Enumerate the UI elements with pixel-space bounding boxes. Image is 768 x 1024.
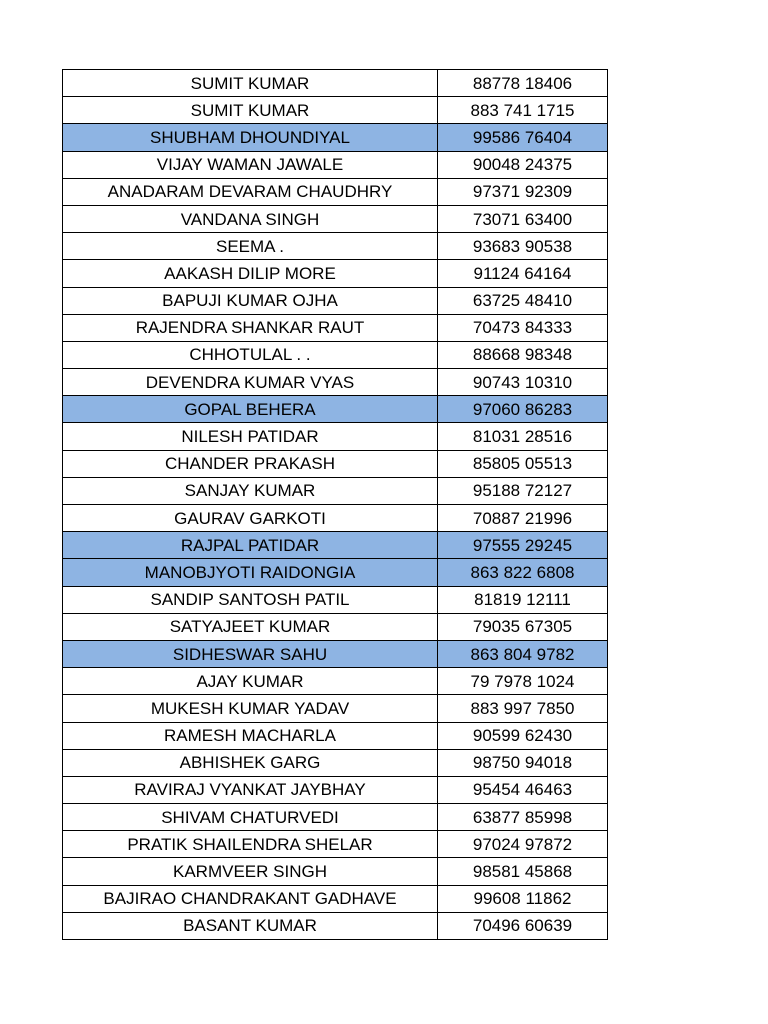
name-cell: MANOBJYOTI RAIDONGIA xyxy=(63,559,438,586)
phone-cell: 90599 62430 xyxy=(438,722,608,749)
phone-cell: 79 7978 1024 xyxy=(438,668,608,695)
table-row xyxy=(63,369,608,396)
name-cell: RAJPAL PATIDAR xyxy=(63,532,438,559)
phone-cell: 90048 24375 xyxy=(438,151,608,178)
table-row xyxy=(63,668,608,695)
phone-cell: 97555 29245 xyxy=(438,532,608,559)
name-cell: GAURAV GARKOTI xyxy=(63,505,438,532)
phone-cell: 863 804 9782 xyxy=(438,640,608,667)
table-row xyxy=(63,722,608,749)
name-cell: ANADARAM DEVARAM CHAUDHRY xyxy=(63,178,438,205)
name-cell: BASANT KUMAR xyxy=(63,912,438,939)
table-row xyxy=(63,205,608,232)
name-cell: RAMESH MACHARLA xyxy=(63,722,438,749)
table-row xyxy=(63,776,608,803)
table-row xyxy=(63,97,608,124)
phone-cell: 63725 48410 xyxy=(438,287,608,314)
phone-cell: 88778 18406 xyxy=(438,70,608,97)
name-cell: DEVENDRA KUMAR VYAS xyxy=(63,369,438,396)
phone-cell: 70473 84333 xyxy=(438,314,608,341)
table-row xyxy=(63,70,608,97)
name-cell: AJAY KUMAR xyxy=(63,668,438,695)
phone-cell: 70496 60639 xyxy=(438,912,608,939)
name-cell: CHANDER PRAKASH xyxy=(63,450,438,477)
table-row xyxy=(63,233,608,260)
phone-cell: 93683 90538 xyxy=(438,233,608,260)
phone-cell: 98750 94018 xyxy=(438,749,608,776)
table-row xyxy=(63,151,608,178)
table-row xyxy=(63,314,608,341)
phone-cell: 63877 85998 xyxy=(438,804,608,831)
table-row xyxy=(63,858,608,885)
name-cell: SHUBHAM DHOUNDIYAL xyxy=(63,124,438,151)
name-cell: SANDIP SANTOSH PATIL xyxy=(63,586,438,613)
phone-cell: 97371 92309 xyxy=(438,178,608,205)
name-cell: SEEMA . xyxy=(63,233,438,260)
table-row xyxy=(63,260,608,287)
table-row xyxy=(63,695,608,722)
name-cell: VANDANA SINGH xyxy=(63,205,438,232)
name-cell: KARMVEER SINGH xyxy=(63,858,438,885)
table-row xyxy=(63,613,608,640)
phone-cell: 99586 76404 xyxy=(438,124,608,151)
name-cell: NILESH PATIDAR xyxy=(63,423,438,450)
table-row xyxy=(63,912,608,939)
phone-cell: 883 741 1715 xyxy=(438,97,608,124)
phone-cell: 95188 72127 xyxy=(438,477,608,504)
phone-cell: 90743 10310 xyxy=(438,369,608,396)
name-cell: SATYAJEET KUMAR xyxy=(63,613,438,640)
name-cell: MUKESH KUMAR YADAV xyxy=(63,695,438,722)
table-row xyxy=(63,396,608,423)
name-cell: SUMIT KUMAR xyxy=(63,70,438,97)
table-row xyxy=(63,804,608,831)
phone-cell: 883 997 7850 xyxy=(438,695,608,722)
name-cell: GOPAL BEHERA xyxy=(63,396,438,423)
table-row xyxy=(63,450,608,477)
table-row xyxy=(63,640,608,667)
name-cell: SIDHESWAR SAHU xyxy=(63,640,438,667)
contacts-table xyxy=(62,69,608,940)
table-row xyxy=(63,505,608,532)
phone-cell: 97060 86283 xyxy=(438,396,608,423)
name-cell: SHIVAM CHATURVEDI xyxy=(63,804,438,831)
phone-cell: 79035 67305 xyxy=(438,613,608,640)
name-cell: BAPUJI KUMAR OJHA xyxy=(63,287,438,314)
table-row xyxy=(63,287,608,314)
phone-cell: 81819 12111 xyxy=(438,586,608,613)
table-row xyxy=(63,831,608,858)
name-cell: RAJENDRA SHANKAR RAUT xyxy=(63,314,438,341)
table-row xyxy=(63,885,608,912)
phone-cell: 99608 11862 xyxy=(438,885,608,912)
phone-cell: 91124 64164 xyxy=(438,260,608,287)
table-row xyxy=(63,586,608,613)
phone-cell: 98581 45868 xyxy=(438,858,608,885)
name-cell: ABHISHEK GARG xyxy=(63,749,438,776)
name-cell: SUMIT KUMAR xyxy=(63,97,438,124)
phone-cell: 73071 63400 xyxy=(438,205,608,232)
contacts-table-body xyxy=(63,70,608,940)
name-cell: BAJIRAO CHANDRAKANT GADHAVE xyxy=(63,885,438,912)
table-row xyxy=(63,124,608,151)
table-row xyxy=(63,178,608,205)
phone-cell: 70887 21996 xyxy=(438,505,608,532)
phone-cell: 97024 97872 xyxy=(438,831,608,858)
name-cell: SANJAY KUMAR xyxy=(63,477,438,504)
table-row xyxy=(63,423,608,450)
phone-cell: 88668 98348 xyxy=(438,341,608,368)
name-cell: AAKASH DILIP MORE xyxy=(63,260,438,287)
table-row xyxy=(63,559,608,586)
phone-cell: 863 822 6808 xyxy=(438,559,608,586)
phone-cell: 81031 28516 xyxy=(438,423,608,450)
table-row xyxy=(63,341,608,368)
phone-cell: 85805 05513 xyxy=(438,450,608,477)
table-row xyxy=(63,477,608,504)
name-cell: PRATIK SHAILENDRA SHELAR xyxy=(63,831,438,858)
name-cell: RAVIRAJ VYANKAT JAYBHAY xyxy=(63,776,438,803)
table-row xyxy=(63,532,608,559)
table-row xyxy=(63,749,608,776)
phone-cell: 95454 46463 xyxy=(438,776,608,803)
name-cell: VIJAY WAMAN JAWALE xyxy=(63,151,438,178)
name-cell: CHHOTULAL . . xyxy=(63,341,438,368)
